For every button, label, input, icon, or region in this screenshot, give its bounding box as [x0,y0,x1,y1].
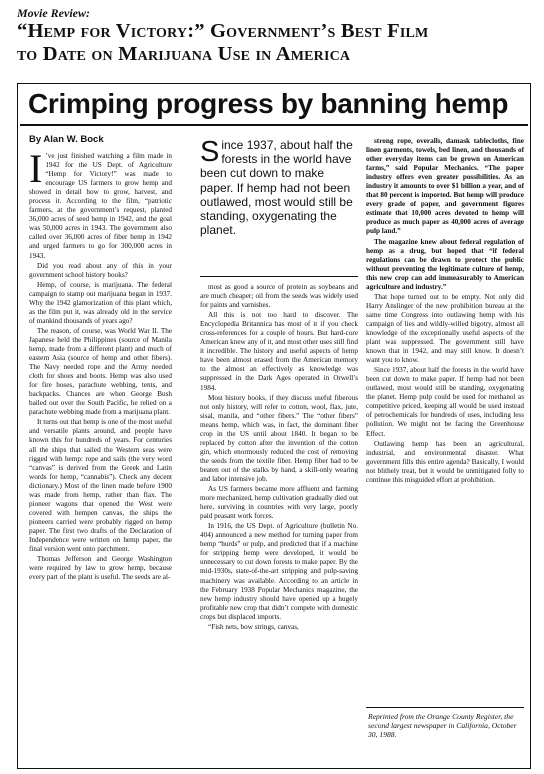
pull-quote [200,138,358,237]
title-divider [20,124,528,126]
column-1-paragraph-6: Thomas Jefferson and George Washington were required by law to grow hemp, because every part of the plant is useful. The seeds are al- [29,555,172,582]
column-1-paragraph-2: Did you read about any of this in your government school history books? [29,261,172,279]
article-column-3 [366,137,524,702]
headline-line-2: to Date on Marijuana Use in America [17,43,351,65]
byline: By Alan W. Bock [29,134,104,145]
column-3-paragraph-3: That hope turned out to be empty. Not only did Harry Anslinger of the new prohibition bureau at the same time Congress into outlawing hemp with his campaign of lies and wildly-willed bigotry, almost all knowledge of the exceptionally useful aspects of the plant was suppressed. The government still have known that in 1942, and may still know. It doesn’t want you to know. [366,292,524,365]
headline-line-1: “Hemp for Victory:” Government’s Best Film [17,20,429,42]
column-2-paragraph-4: As US farmers became more affluent and farming more mechanized, hemp cultivation gradually died out here, surviving in countries with very large, poorly paid peasant work forces. [200,485,358,521]
pull-quote-text: ince 1937, about half the forests in the world have been cut down to make paper. If hemp had not been outlawed, most would still be standing, oxygenating the planet. [200,138,353,238]
column-2-paragraph-3: Most history books, if they discuss useful fiberous not only history, will refer to cotton, wool, flax, jute, sisal, manila, and “other fibers.” The “other fibers” means hemp, which was, in fact, the dominant fiber crop in the US until about 1840. It began to be replaced by cotton after the invention of the cotton gin, which enormously reduced the cost of removing the seeds from the textile fiber. Hemp fiber had to be beaten out of the stalks by hand, a skill-only wearing and labor intensive job. [200,393,358,483]
article-title: Crimping progress by banning hemp [28,88,509,119]
column-1-paragraph-5: It turns out that hemp is one of the most useful and versatile plants around, and people have known this for hundreds of years. For centuries all the ships that sailed the Western seas were rigged with hemp: rope and sails (the very word “canvas” is derived from the Greek and Latin words for hemp, “cannabis”). Check any decent dictionary.) Most of the linen made before 1900 was made from hemp, rather than flax. The pioneer wagons that opened the West were covered with hempen canvas, the ships the pioneers carried were probably rigged on hemp paper. The first two drafts of the Declaration of Independence were written on hemp paper, the final version went onto parchment. [29,418,172,554]
drop-cap: I [29,152,43,191]
column-1-paragraph-3: Hemp, of course, is marijuana. The federal campaign to stamp out marijuana began in 1937. Why the 1942 glamorization of this plant which, as the film put it, was already old in the service of mankind thousands of years ago? [29,280,172,325]
pull-quote-drop-cap: S [200,136,220,168]
column-2-paragraph-2: All this is not too hard to discover. The Encyclopedia Britannica has most of it if you check cross-references for a couple of hours. But hard-core American knew any of it, and most other uses still find it incredible. The history and useful aspects of hemp have been almost erased from the American memory to the almost an effectively as knowledge was suppressed in the Dark Ages operated in Orwell’s 1984. [200,311,358,392]
column-1-paragraph-1 [29,152,172,261]
column-1-paragraph-4: The reason, of course, was World War II. The Japanese held the Philippines (source of Manila hemp, made from a different plant) and much of eastern Asia (source of hemp and other fibers). The Navy needed rope and the Army needed cloth for shoes and boots. Hemp was also used for fire hoses, parachute webbing, tents, and backpacks. Chances are when George Bush bailed out over the South Pacific, he relied on a parachute webbing made from a marijuana plant. [29,326,172,417]
column-2-paragraph-5: In 1916, the US Dept. of Agriculture (bulletin No. 404) announced a new method for turning paper from hemp “hurds” or pulp, and predicted that if a machine for stripping hemp were developed, it would be unnecessary to cut down forests to make paper. By the mid-1930s, state-of-the-art stripping and pulp-saving machinery was available. According to an article in the February 1938 Popular Mechanics magazine, the new hemp industry should have opened up a hugely profitable new crop that didn’t compete with domestic crops but displaced imports. [200,522,358,621]
column-2-paragraph-6: “Fish nets, bow strings, canvas, [208,622,299,631]
credit-divider [366,707,524,708]
article-column-2 [200,283,358,760]
page-headline [17,20,537,66]
pull-quote-divider [200,276,358,277]
section-kicker: Movie Review: [17,6,90,20]
column-3-paragraph-4: Since 1937, about half the forests in the world have been cut down to make paper. If hemp had not been outlawed, most would still be standing, oxygenating the planet. Hemp pulp could be used for methanol as competitive priced, keeping all would be used instead of petrochemicals for hundreds of uses, including less pollution. We might not be facing the Greenhouse Effect. [366,366,524,438]
reprint-credit: Reprinted from the Orange County Register, the second largest newspaper in California, October 30, 1988. [368,712,517,740]
column-3-paragraph-1: strong rope, overalls, damask tablecloths, fine linen garments, towels, bed linen, and thousands of other everyday items can be grown on American farms,” said Popular Mechanics. “The paper industry offers even greater possibilities. As an industry it amounts to over $1 billion a year, and of that 80 percent is imported. But hemp will produce every grade of paper, and government figures estimate that 10,000 acres devoted to hemp will produce as much paper as 40,000 acres of average pulp land.” [366,137,524,236]
column-3-paragraph-2: The magazine knew about federal regulation of hemp as a drug, but hoped that “if federal regulations can be drawn to protect the public without preventing the legitimate culture of hemp, this new crop can add immeasurably to American agriculture and industry.” [366,237,524,291]
column-3-paragraph-5: Outlawing hemp has been an agricultural, industrial, and environmental disaster. What government fills this entire agenda? Basically, I would not blithely treat, but it would be unmitigated folly to continue this misguided effort at prohibition. [366,439,524,484]
article-column-1 [29,152,172,760]
column-1-paragraph-1-text: ’ve just finished watching a film made in 1942 for the US Dept. of Agriculture “Hemp for Victory!” was made to encourage US farmers to grow hemp and showed in detail how to grow, harvest, and process it. According to the film, “patriotic farmers, at the government’s request, planted 36,000 acres of seed hemp in 1942, and the goal was 50,000 acres in 1943. The government also called over 36,000 acres of fiber hemp in 1942 and urged farmers to go for 300,000 acres in 1943. [29,152,172,260]
column-2-paragraph-1: most as good a source of protein as soybeans and are much cheaper; oil from the seeds was widely used for paints and varnishes. [200,283,358,310]
